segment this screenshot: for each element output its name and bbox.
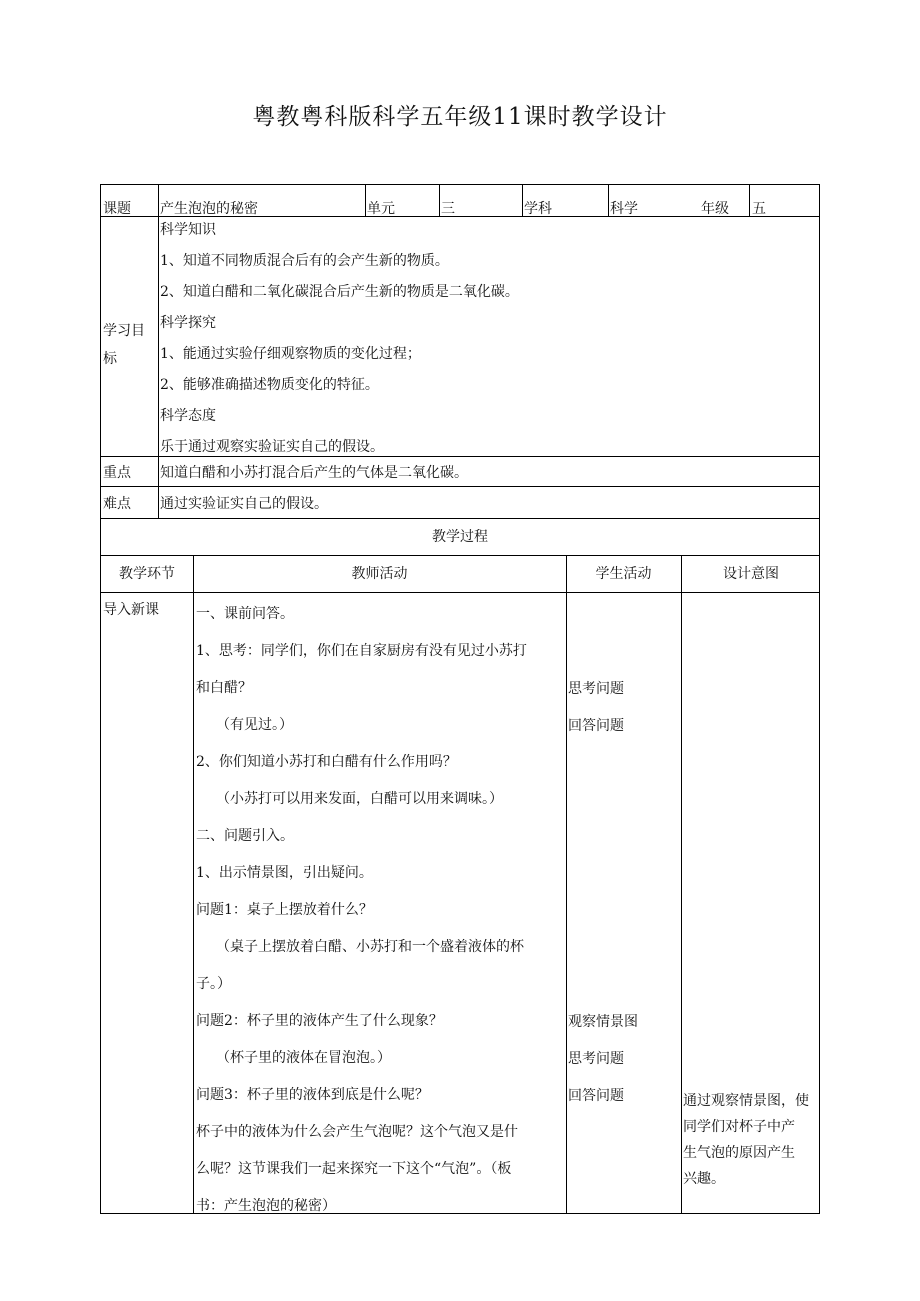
student-activity-item: 回答问题 (568, 718, 624, 734)
objective-line: 2、知道白醋和二氧化碳混合后产生新的物质是二氧化碳。 (160, 284, 519, 300)
student-activity-item: 观察情景图 (568, 1014, 638, 1030)
objective-line: 科学态度 (160, 408, 216, 424)
subject-value: 科学 (610, 201, 638, 217)
teacher-line: 二、问题引入。 (196, 828, 294, 844)
objective-line: 乐于通过观察实验证实自己的假设。 (160, 439, 384, 455)
objective-line: 科学知识 (160, 222, 216, 238)
key-point-value: 知道白醋和小苏打混合后产生的气体是二氧化碳。 (160, 465, 468, 481)
intent-line: 通过观察情景图，使 (683, 1093, 809, 1109)
course-label: 课题 (103, 201, 131, 217)
column-header-teacher: 教师活动 (351, 566, 408, 582)
objective-line: 1、能通过实验仔细观察物质的变化过程； (160, 346, 421, 362)
key-point-row (100, 457, 820, 487)
student-activity-group-2 (568, 1004, 638, 1115)
process-header-row (100, 556, 820, 593)
column-header-intent: 设计意图 (723, 566, 779, 582)
teacher-line: （桌子上摆放着白醋、小苏打和一个盛着液体的杯 (216, 939, 524, 955)
student-activity-item: 思考问题 (568, 681, 624, 697)
lesson-plan-table (100, 184, 820, 1214)
objective-line: 1、知道不同物质混合后有的会产生新的物质。 (160, 253, 449, 269)
objective-line: 科学探究 (160, 315, 216, 331)
teacher-line: 和白醋？ (196, 680, 252, 696)
objectives-list (160, 215, 519, 463)
teacher-line: （有见过。） (216, 717, 293, 733)
teacher-line: 杯子中的液体为什么会产生气泡呢？这个气泡又是什 (196, 1124, 518, 1140)
teacher-line: （小苏打可以用来发面，白醋可以用来调味。） (216, 791, 503, 807)
process-title-row (100, 519, 820, 556)
teacher-line: 么呢？这节课我们一起来探究一下这个“气泡”。（板 (196, 1161, 512, 1177)
teacher-line: （杯子里的液体在冒泡泡。） (216, 1050, 391, 1066)
teacher-line: 问题1：桌子上摆放着什么？ (196, 902, 373, 918)
process-content-row (100, 593, 820, 1214)
column-header-stage: 教学环节 (119, 566, 175, 582)
teacher-line: 问题2：杯子里的液体产生了什么现象？ (196, 1013, 443, 1029)
course-value: 产生泡泡的秘密 (160, 201, 258, 217)
objective-line: 2、能够准确描述物质变化的特征。 (160, 377, 379, 393)
difficulty-row (100, 487, 820, 519)
intent-line: 同学们对杯子中产 (683, 1119, 795, 1135)
unit-label: 单元 (367, 201, 395, 217)
objectives-label: 学习目标 (103, 323, 145, 367)
student-activity-item: 回答问题 (568, 1088, 624, 1104)
teacher-line: 问题3：杯子里的液体到底是什么呢？ (196, 1087, 429, 1103)
teacher-activity (196, 596, 527, 1225)
teacher-line: 书：产生泡泡的秘密） (196, 1198, 336, 1214)
teacher-line: 1、思考：同学们，你们在自家厨房有没有见过小苏打 (196, 643, 527, 659)
teacher-line: 一、课前问答。 (196, 606, 294, 622)
stage-label: 导入新课 (103, 602, 159, 618)
difficulty-value: 通过实验证实自己的假设。 (160, 496, 328, 512)
grade-label: 年级 (701, 201, 729, 217)
student-activity-group-1 (568, 671, 624, 745)
teacher-line: 2、你们知道小苏打和白醋有什么作用吗？ (196, 754, 457, 770)
key-point-label: 重点 (103, 465, 131, 481)
student-activity-item: 思考问题 (568, 1051, 624, 1067)
grade-value: 五 (752, 201, 766, 217)
subject-label: 学科 (524, 201, 552, 217)
design-intent (683, 1088, 809, 1192)
intent-line: 兴趣。 (683, 1171, 725, 1187)
unit-value: 三 (441, 201, 455, 217)
column-header-student: 学生活动 (595, 566, 652, 582)
intent-line: 生气泡的原因产生 (683, 1145, 795, 1161)
teacher-line: 1、出示情景图，引出疑问。 (196, 865, 373, 881)
objectives-row (100, 217, 820, 457)
document-title: 粤教粤科版科学五年级11课时教学设计 (252, 104, 668, 130)
difficulty-label: 难点 (103, 496, 131, 512)
process-title: 教学过程 (432, 529, 488, 545)
teacher-line: 子。） (196, 976, 231, 992)
header-row (100, 184, 820, 217)
